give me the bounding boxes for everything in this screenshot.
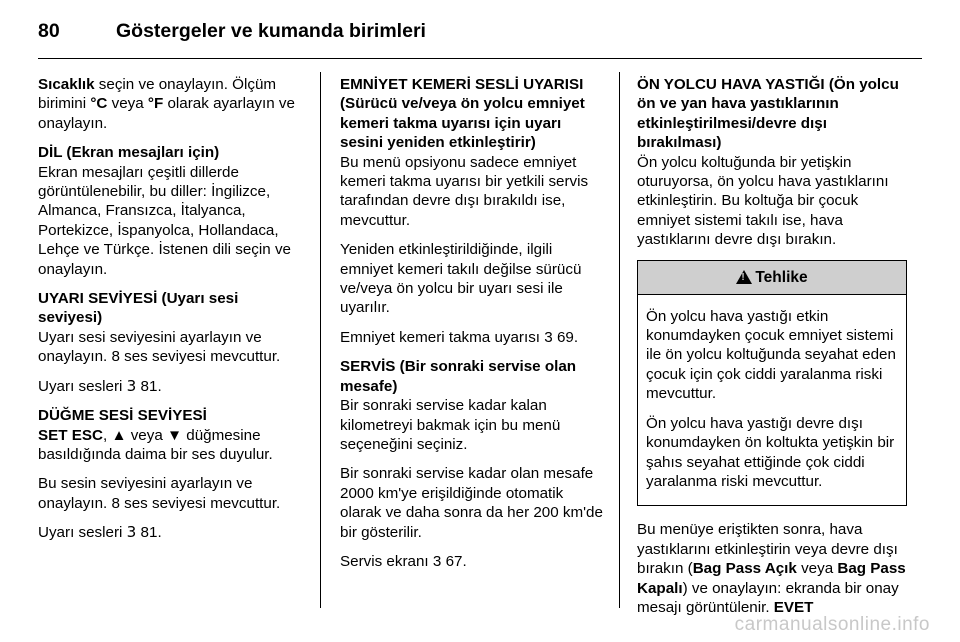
text-span: Bu menüye eriştikten sonra, hava yastıklarını etkinleştirin veya devre dışı bırakın ( (637, 521, 898, 578)
page-ref-icon: 3 (126, 376, 137, 395)
text-span: Emniyet kemeri takma uyarısı (340, 328, 541, 346)
section-heading-airbag: ÖN YOLCU HAVA YASTIĞI (Ön yolcu ön ve yan hava yastıklarının etkinleştirilmesi/devre dışı bırakılması) (637, 76, 899, 152)
header-rule (38, 58, 922, 59)
text-span: Servis ekranı (340, 552, 429, 570)
danger-title: Tehlike (755, 268, 808, 286)
danger-box (637, 260, 907, 507)
text-span: 81. (140, 524, 162, 542)
danger-paragraph-1: Ön yolcu hava yastığı etkin konumdayken çocuk emniyet sistemi ile ön yolcu koltuğunda seyahat eden çocuk için çok ciddi yaralanma riski mevcuttur. (646, 307, 896, 403)
page-ref-icon: 3 (432, 552, 442, 570)
uyari-paragraph: Uyarı sesi seviyesini ayarlayın ve onaylayın. 8 ses seviyesi mevcuttur. (38, 328, 281, 366)
servis-paragraph-1: Bir sonraki servise kadar kalan kilometreyi bakmak için bu menü seçeneğini seçiniz. (340, 397, 561, 453)
section-heading-dugme: DÜĞME SESİ SEVİYESİ (38, 407, 207, 425)
text-span: 81. (140, 377, 162, 395)
servis-paragraph-2: Bir sonraki servise kadar olan mesafe 2000 km'ye erişildiğinde otomatik olarak ve daha sonra da her 200 km'de bir gösterilir. (340, 465, 603, 541)
fahrenheit-label: °F (147, 95, 164, 113)
airbag-paragraph: Ön yolcu koltuğunda bir yetişkin oturuyorsa, ön yolcu hava yastıklarını etkinleştirin. Bu koltuğa bir çocuk emniyet sistemi takılı ise, hava yastıklarını devre dışı bırakın. (637, 153, 889, 249)
text-span: 69. (556, 328, 579, 346)
column-3 (637, 75, 907, 627)
emniyet-paragraph-1: Bu menü opsiyonu sadece emniyet kemeri takma uyarısı bir yetkili servis tarafından devre dışı bırakıldı ise, mevcuttur. (340, 153, 589, 229)
dugme-paragraph (38, 426, 306, 465)
temperature-paragraph (38, 75, 306, 133)
text-span: veya (796, 560, 838, 578)
servis-reference (340, 552, 608, 571)
uyari-reference (38, 377, 306, 396)
page-header (38, 14, 920, 54)
text-span: veya (107, 95, 148, 113)
column-divider-1 (320, 72, 321, 608)
text-span: Uyarı sesleri (38, 524, 123, 542)
column-2 (340, 75, 608, 581)
emniyet-paragraph-2: Yeniden etkinleştirildiğinde, ilgili emniyet kemeri takılı değilse sürücü ve/veya ön yolcu bir uyarı sesi ile uyarılır. (340, 241, 582, 317)
emniyet-reference (340, 328, 608, 347)
text-span: olarak ayarlayın ve onaylayın. (38, 95, 295, 132)
page-ref-icon: 3 (126, 523, 137, 542)
danger-box-header (638, 261, 906, 295)
column-1 (38, 75, 306, 553)
page-number: 80 (38, 20, 60, 42)
bag-pass-on-label: Bag Pass Açık (692, 560, 797, 578)
danger-paragraph-2: Ön yolcu hava yastığı devre dışı konumdayken ön koltukta yetişkin bir şahıs seyahat ettiğinde çok ciddi yaralanma riski mevcuttur. (646, 414, 895, 490)
section-heading-dil: DİL (Ekran mesajları için) (38, 144, 220, 162)
dugme-paragraph-2: Bu sesin seviyesini ayarlayın ve onaylayın. 8 ses seviyesi mevcuttur. (38, 475, 281, 512)
bag-pass-off-label: Bag Pass Kapalı (637, 560, 906, 597)
evet-label: EVET (773, 598, 814, 616)
page-ref-icon: 3 (544, 328, 553, 346)
column-divider-2 (619, 72, 620, 608)
watermark: carmanualsonline.info (734, 614, 930, 635)
section-heading-uyari: UYARI SEVİYESİ (Uyarı sesi seviyesi) (38, 290, 239, 327)
set-esc-label: SET ESC (38, 426, 103, 444)
temperature-label: Sıcaklık (38, 76, 95, 93)
danger-box-body (638, 295, 906, 506)
dil-paragraph: Ekran mesajları çeşitli dillerde görüntülenebilir, bu diller: İngilizce, Almanca, Fransızca, İtalyanca, Portekizce, İspanyolca, Hollandaca, Lehçe ve Türkçe. İstenen dili seçin ve onaylayın. (38, 163, 291, 278)
text-span: 67. (445, 552, 467, 570)
airbag-menu-paragraph (637, 520, 907, 617)
page-title: Göstergeler ve kumanda birimleri (116, 20, 426, 42)
text-span: , ▲ veya ▼ düğmesine basıldığında daima bir ses duyulur. (38, 426, 273, 463)
dugme-reference (38, 523, 306, 542)
section-heading-emniyet: EMNİYET KEMERİ SESLİ UYARISI (Sürücü ve/veya ön yolcu emniyet kemeri takma uyarısı için uyarı sesini yeniden etkinleştirir) (340, 76, 585, 152)
celsius-label: °C (90, 95, 108, 113)
text-span: ) ve onaylayın: ekranda bir onay mesajı görüntülenir. (637, 579, 899, 616)
text-span: seçin ve onaylayın. Ölçüm birimini (38, 76, 277, 113)
warning-triangle-icon (736, 270, 752, 284)
section-heading-servis: SERVİS (Bir sonraki servise olan mesafe) (340, 358, 577, 395)
text-span: Uyarı sesleri (38, 377, 123, 395)
